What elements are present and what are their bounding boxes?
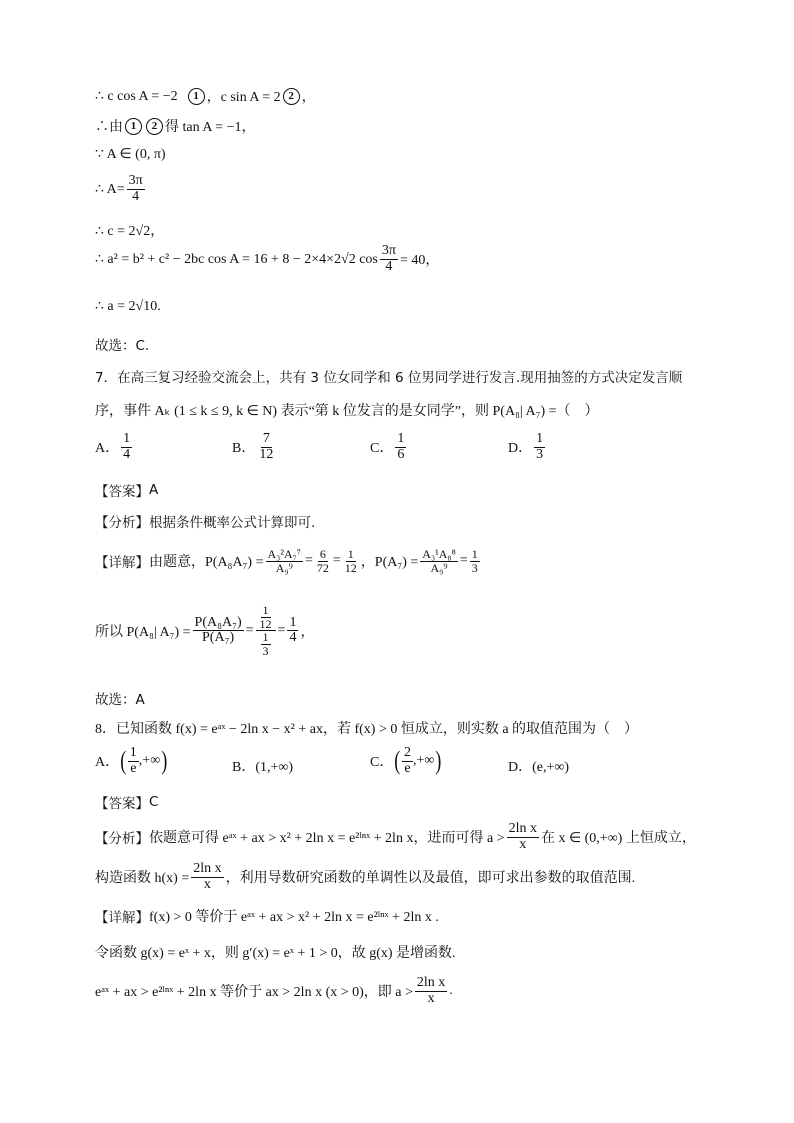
denominator: A₉⁹ xyxy=(275,560,293,575)
solution-line-1 xyxy=(95,86,316,106)
denominator: 12 xyxy=(344,560,357,575)
option-label: A． xyxy=(95,755,120,771)
denominator: 4 xyxy=(385,258,393,274)
text: ， xyxy=(300,624,315,640)
text: ， xyxy=(301,90,316,105)
numerator: 1 xyxy=(262,603,269,617)
fraction xyxy=(258,604,274,630)
paren: ( xyxy=(394,746,401,776)
numerator: 1 xyxy=(471,547,478,561)
circled-two-marker: 2 xyxy=(146,118,163,135)
compound-fraction xyxy=(256,604,276,657)
fraction xyxy=(420,548,457,574)
analysis-text: 根据条件概率公式计算即可. xyxy=(149,515,316,531)
detail-tag: 【详解】 xyxy=(95,910,149,926)
solution-line-5: ∴ c = 2√2， xyxy=(95,224,165,239)
circled-two-marker: 2 xyxy=(283,88,300,105)
fraction xyxy=(402,746,413,776)
text: = xyxy=(245,622,254,638)
text: ∴ a² = b² + c² − 2bc cos A = 16 + 8 − 2×4×2√2 cos xyxy=(95,251,378,267)
fraction xyxy=(343,548,359,574)
fraction xyxy=(470,548,480,574)
numerator: 2ln x xyxy=(508,821,537,836)
q8-analysis xyxy=(95,822,696,852)
option-label: A． xyxy=(95,441,120,457)
numerator: 6 xyxy=(319,547,326,561)
numerator: 1 xyxy=(129,745,137,760)
q7-choice: 故选：A xyxy=(95,692,145,708)
text: = xyxy=(459,553,468,569)
numerator: P(A₈A₇) xyxy=(194,614,242,630)
answer-tag: 【答案】 xyxy=(95,484,149,500)
option-label: C． xyxy=(370,441,394,457)
numerator: 2ln x xyxy=(416,975,446,990)
q8-option-c xyxy=(370,746,443,776)
numerator: 2 xyxy=(404,745,412,760)
solution-line-2 xyxy=(95,116,255,136)
numerator: A₃¹A₈⁸ xyxy=(422,547,456,561)
denominator: e xyxy=(130,760,137,776)
answer-value: A xyxy=(149,482,159,498)
text: . xyxy=(449,983,453,999)
text: eᵃˣ + ax > e²ˡⁿˣ + 2ln x 等价于 ax > 2ln x (x > 0)，即 a > xyxy=(95,985,413,1001)
fraction xyxy=(380,244,398,274)
q7-detail xyxy=(95,548,482,574)
text: 构造函数 h(x) = xyxy=(95,871,190,887)
numerator: 1 xyxy=(347,547,354,561)
text: ,+∞ xyxy=(413,753,435,769)
text: ，P(A₇) = xyxy=(360,555,419,571)
text: ∴由 xyxy=(95,120,123,135)
text: = xyxy=(304,553,313,569)
q8-let: 令函数 g(x) = eˣ + x，则 g′(x) = eˣ + 1 > 0，故 g(x) 是增函数. xyxy=(95,946,456,961)
circled-one-marker: 1 xyxy=(125,118,142,135)
answer-tag: 【答案】 xyxy=(95,796,149,812)
numerator: 2ln x xyxy=(193,861,222,876)
solution-line-3: ∵ A ∈ (0, π) xyxy=(95,147,166,162)
numerator: 1 xyxy=(123,431,131,446)
denominator: e xyxy=(404,760,411,776)
option-label: C． xyxy=(370,755,394,771)
denominator: 3 xyxy=(262,643,269,658)
q8-equiv xyxy=(95,976,453,1006)
q7-so-line xyxy=(95,604,314,657)
solution-choice: 故选：C. xyxy=(95,338,150,354)
option-label: B． xyxy=(232,441,256,457)
text: = xyxy=(332,553,341,569)
denominator: x xyxy=(203,876,211,892)
denominator: P(A₇) xyxy=(202,630,235,646)
numerator xyxy=(256,604,276,631)
numerator: 1 xyxy=(397,431,405,446)
fraction xyxy=(261,631,271,657)
text: ，c sin A = 2 xyxy=(206,90,281,105)
q8-option-b: B．(1,+∞) xyxy=(232,760,294,775)
numerator: 3π xyxy=(128,173,143,188)
q7-option-a xyxy=(95,432,134,462)
q7-option-b xyxy=(232,432,277,462)
solution-line-4 xyxy=(95,174,147,204)
text: = 40， xyxy=(399,253,440,269)
text: = xyxy=(277,622,286,638)
detail-tag: 【详解】 xyxy=(95,555,149,572)
text: ∴ c cos A = −2 xyxy=(95,88,178,104)
numerator: 3π xyxy=(381,243,396,258)
solution-line-6 xyxy=(95,244,439,274)
solution-line-7: ∴ a = 2√10. xyxy=(95,299,161,314)
q8-stem: 8．已知函数 f(x) = eᵃˣ − 2ln x − x² + ax，若 f(x) > 0 恒成立，则实数 a 的取值范围为（ ） xyxy=(95,722,639,737)
denominator: 3 xyxy=(471,560,478,575)
fraction xyxy=(315,548,331,574)
q8-construct xyxy=(95,862,635,892)
text: ,+∞ xyxy=(138,753,161,769)
denominator: A₉⁹ xyxy=(430,560,448,575)
fraction xyxy=(193,616,244,646)
text: ，利用导数研究函数的单调性以及最值，即可求出参数的取值范围. xyxy=(225,871,636,887)
fraction xyxy=(395,432,406,462)
q8-option-a xyxy=(95,746,169,776)
denominator: 12 xyxy=(259,616,272,631)
text: 得 tan A = −1， xyxy=(165,120,256,135)
q7-stem-line-1: 7．在高三复习经验交流会上，共有 3 位女同学和 6 位男同学进行发言.现用抽签的方式决定发言顺 xyxy=(95,370,683,386)
option-label: D． xyxy=(508,441,533,457)
paren: ) xyxy=(161,746,168,776)
fraction xyxy=(534,432,545,462)
text: f(x) > 0 等价于 eᵃˣ + ax > x² + 2ln x = e²ˡⁿˣ + 2ln x . xyxy=(149,910,439,925)
text: ∴ A= xyxy=(95,181,125,197)
circled-one-marker: 1 xyxy=(188,88,205,105)
q8-answer xyxy=(95,792,158,812)
fraction xyxy=(257,432,275,462)
q7-stem-line-2: 序，事件 Aₖ (1 ≤ k ≤ 9, k ∈ N) 表示“第 k 位发言的是女同学”，则 P(A₈| A₇) =（ ） xyxy=(95,404,599,419)
analysis-tag: 【分析】 xyxy=(95,515,149,531)
q7-analysis xyxy=(95,511,315,531)
numerator: 1 xyxy=(262,630,269,645)
q7-answer xyxy=(95,480,158,500)
fraction xyxy=(287,616,298,646)
numerator: A₃²A₇⁷ xyxy=(267,547,301,561)
fraction xyxy=(127,174,145,204)
numerator: 1 xyxy=(536,431,544,446)
text: 所以 P(A₈| A₇) = xyxy=(95,624,191,640)
paren: ) xyxy=(435,746,442,776)
denominator: 12 xyxy=(259,446,274,462)
q7-option-d xyxy=(508,432,547,462)
denominator: 4 xyxy=(123,446,131,462)
q8-option-d: D．(e,+∞) xyxy=(508,760,570,775)
denominator: 4 xyxy=(132,188,140,204)
text: 依题意可得 eᵃˣ + ax > x² + 2ln x = e²ˡⁿˣ + 2ln x，进而可得 a > xyxy=(149,831,505,847)
text: 由题意，P(A₈A₇) = xyxy=(149,555,264,571)
numerator: 7 xyxy=(262,431,270,446)
denominator: 72 xyxy=(316,560,329,575)
analysis-tag: 【分析】 xyxy=(95,831,149,848)
paren: ( xyxy=(120,746,127,776)
fraction xyxy=(191,862,223,892)
denominator: 6 xyxy=(397,446,405,462)
fraction xyxy=(507,822,539,852)
denominator: 3 xyxy=(536,446,544,462)
fraction xyxy=(121,432,132,462)
fraction xyxy=(128,746,139,776)
answer-value: C xyxy=(149,794,159,810)
q8-detail xyxy=(95,906,439,926)
denominator: x xyxy=(519,836,527,852)
text: 在 x ∈ (0,+∞) 上恒成立， xyxy=(540,831,696,847)
numerator: 1 xyxy=(289,614,297,630)
fraction xyxy=(266,548,303,574)
q7-option-c xyxy=(370,432,408,462)
denominator: x xyxy=(427,990,435,1006)
fraction xyxy=(415,976,447,1006)
denominator: 4 xyxy=(289,630,297,646)
denominator xyxy=(259,631,273,657)
